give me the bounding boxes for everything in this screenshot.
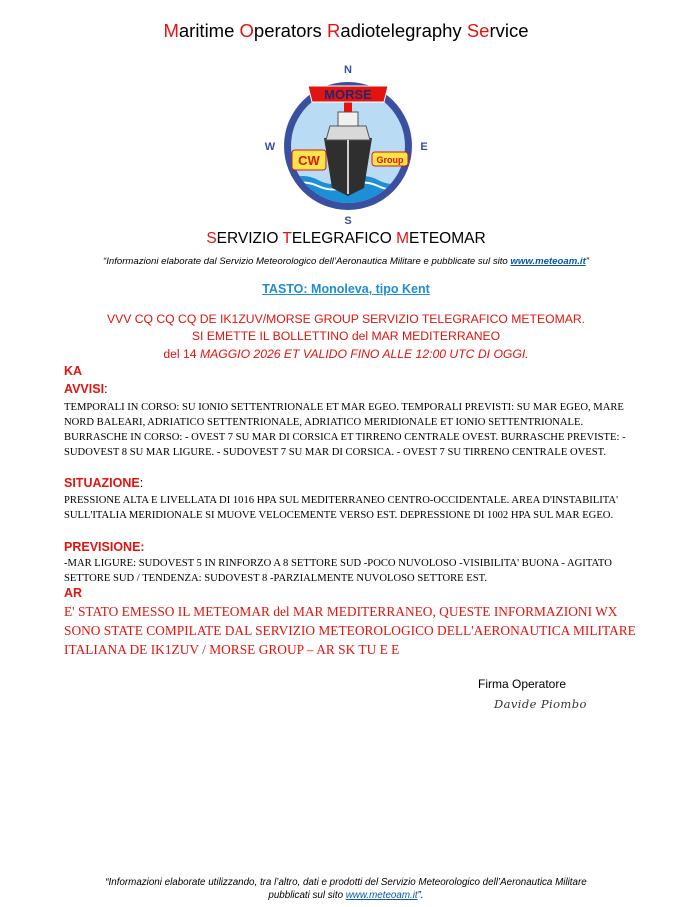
title-part: Se (466, 20, 490, 41)
avvisi-colon: : (104, 382, 108, 396)
subtitle-part: ERVIZIO (216, 230, 283, 247)
morse-group-logo (258, 62, 438, 228)
source-note-text: “Informazioni elaborate dal Servizio Meteorologico dell’Aeronautica Militare e pubblicate sul sito (103, 256, 511, 267)
page-title (0, 20, 692, 42)
title-part: perators (253, 20, 327, 41)
previsione-heading: PREVISIONE: (64, 540, 145, 554)
subtitle-part: ETEOMAR (409, 230, 486, 247)
footer-note (46, 876, 646, 902)
subtitle-part: M (396, 230, 410, 247)
call-line-3-italic: MAGGIO 2026 ET VALIDO FINO ALLE 12:00 UTC DI OGGI. (199, 347, 529, 361)
morse-banner-text: MORSE (324, 87, 372, 102)
footer-line-2-end: ”. (417, 890, 424, 901)
title-part: adiotelegraphy (340, 20, 467, 41)
ship-deck (326, 126, 370, 140)
footer-line-2-prefix: pubblicati sul sito (268, 890, 346, 901)
source-note-end: ” (585, 256, 589, 267)
service-subtitle (0, 230, 692, 248)
call-line-2: SI EMETTE IL BOLLETTINO del MAR MEDITERRANEO (191, 329, 501, 343)
ar-label: AR (64, 586, 83, 600)
ship-funnel (344, 102, 352, 112)
compass-west: W (264, 141, 276, 153)
call-line-3-prefix: del 14 (163, 347, 200, 361)
title-part: O (239, 20, 254, 41)
situazione-colon: : (139, 476, 144, 490)
compass-south: S (344, 215, 352, 227)
situazione-label: SITUAZIONE (64, 476, 140, 490)
title-part: R (326, 20, 341, 41)
subtitle-part: S (206, 230, 217, 247)
call-line-1: VVV CQ CQ CQ DE IK1ZUV/MORSE GROUP SERVIZIO TELEGRAFICO METEOMAR. (106, 312, 586, 326)
group-badge-text: Group (376, 155, 404, 165)
closing-text: E' STATO EMESSO IL METEOMAR del MAR MEDITERRANEO, QUESTE INFORMAZIONI WX SONO STATE COMPILATE DAL SERVIZIO METEOROLOGICO DELL'AERONAUTICA MILITARE ITALIANA DE IK1ZUV / MORSE GROUP – AR SK TU E E (64, 604, 636, 657)
title-part: M (163, 20, 179, 41)
avvisi-text: TEMPORALI IN CORSO: SU IONIO SETTENTRIONALE ET MAR EGEO. TEMPORALI PREVISTI: SU MAR EGEO, MARE NORD BALEARI, ADRIATICO SETTENTRIONALE, ADRIATICO MERIDIONALE ET IONIO SETTENTRIONALE. BURRASCHE IN CORSO: - OVEST 7 SU MAR DI CORSICA ET TIRRENO CENTRALE OVEST. BURRASCHE PREVISTE: - SUDOVEST 8 SU MAR LIGURE. - SUDOVEST 7 SU MAR DI CORSICA. - OVEST 7 SU TIRRENO CENTRALE OVEST. (64, 402, 626, 458)
subtitle-part: ELEGRAFICO (291, 230, 397, 247)
cw-badge-text: CW (298, 153, 320, 168)
operator-signature: Davide Piombo (494, 697, 587, 711)
previsione-text: -MAR LIGURE: SUDOVEST 5 IN RINFORZO A 8 SETTORE SUD -POCO NUVOLOSO -VISIBILITA' BUONA - AGITATO SETTORE SUD / TENDENZA: SUDOVEST 8 -PARZIALMENTE NUVOLOSO SETTORE EST. (64, 558, 612, 584)
situazione-heading (64, 476, 143, 490)
footer-line-1: “Informazioni elaborate utilizzando, tra l’altro, dati e prodotti del Servizio Meteorologico dell’Aeronautica Militare (105, 877, 587, 888)
subtitle-part: T (282, 230, 292, 247)
situazione-text: PRESSIONE ALTA E LIVELLATA DI 1016 HPA SUL MEDITERRANEO CENTRO-OCCIDENTALE. AREA D'INSTABILITA' SULL'ITALIA MERIDIONALE SI MUOVE VELOCEMENTE VERSO EST. DEPRESSIONE DI 1002 HPA SUL MAR EGEO. (64, 495, 618, 521)
key-type-heading: TASTO: Monoleva, tipo Kent (262, 282, 430, 296)
ship-bridge (338, 112, 358, 126)
source-note (0, 256, 692, 267)
operator-signature-label: Firma Operatore (478, 677, 567, 691)
footer-line-2 (46, 889, 646, 902)
title-part: rvice (489, 20, 529, 41)
avvisi-label: AVVISI (64, 382, 105, 396)
call-line-3 (0, 347, 692, 361)
compass-north: N (344, 64, 352, 76)
avvisi-heading (64, 382, 108, 396)
compass-east: E (420, 141, 428, 153)
meteoam-link[interactable]: www.meteoam.it (510, 256, 586, 267)
ka-label: KA (64, 364, 83, 378)
footer-meteoam-link[interactable]: www.meteoam.it (345, 890, 418, 901)
title-part: aritime (178, 20, 240, 41)
